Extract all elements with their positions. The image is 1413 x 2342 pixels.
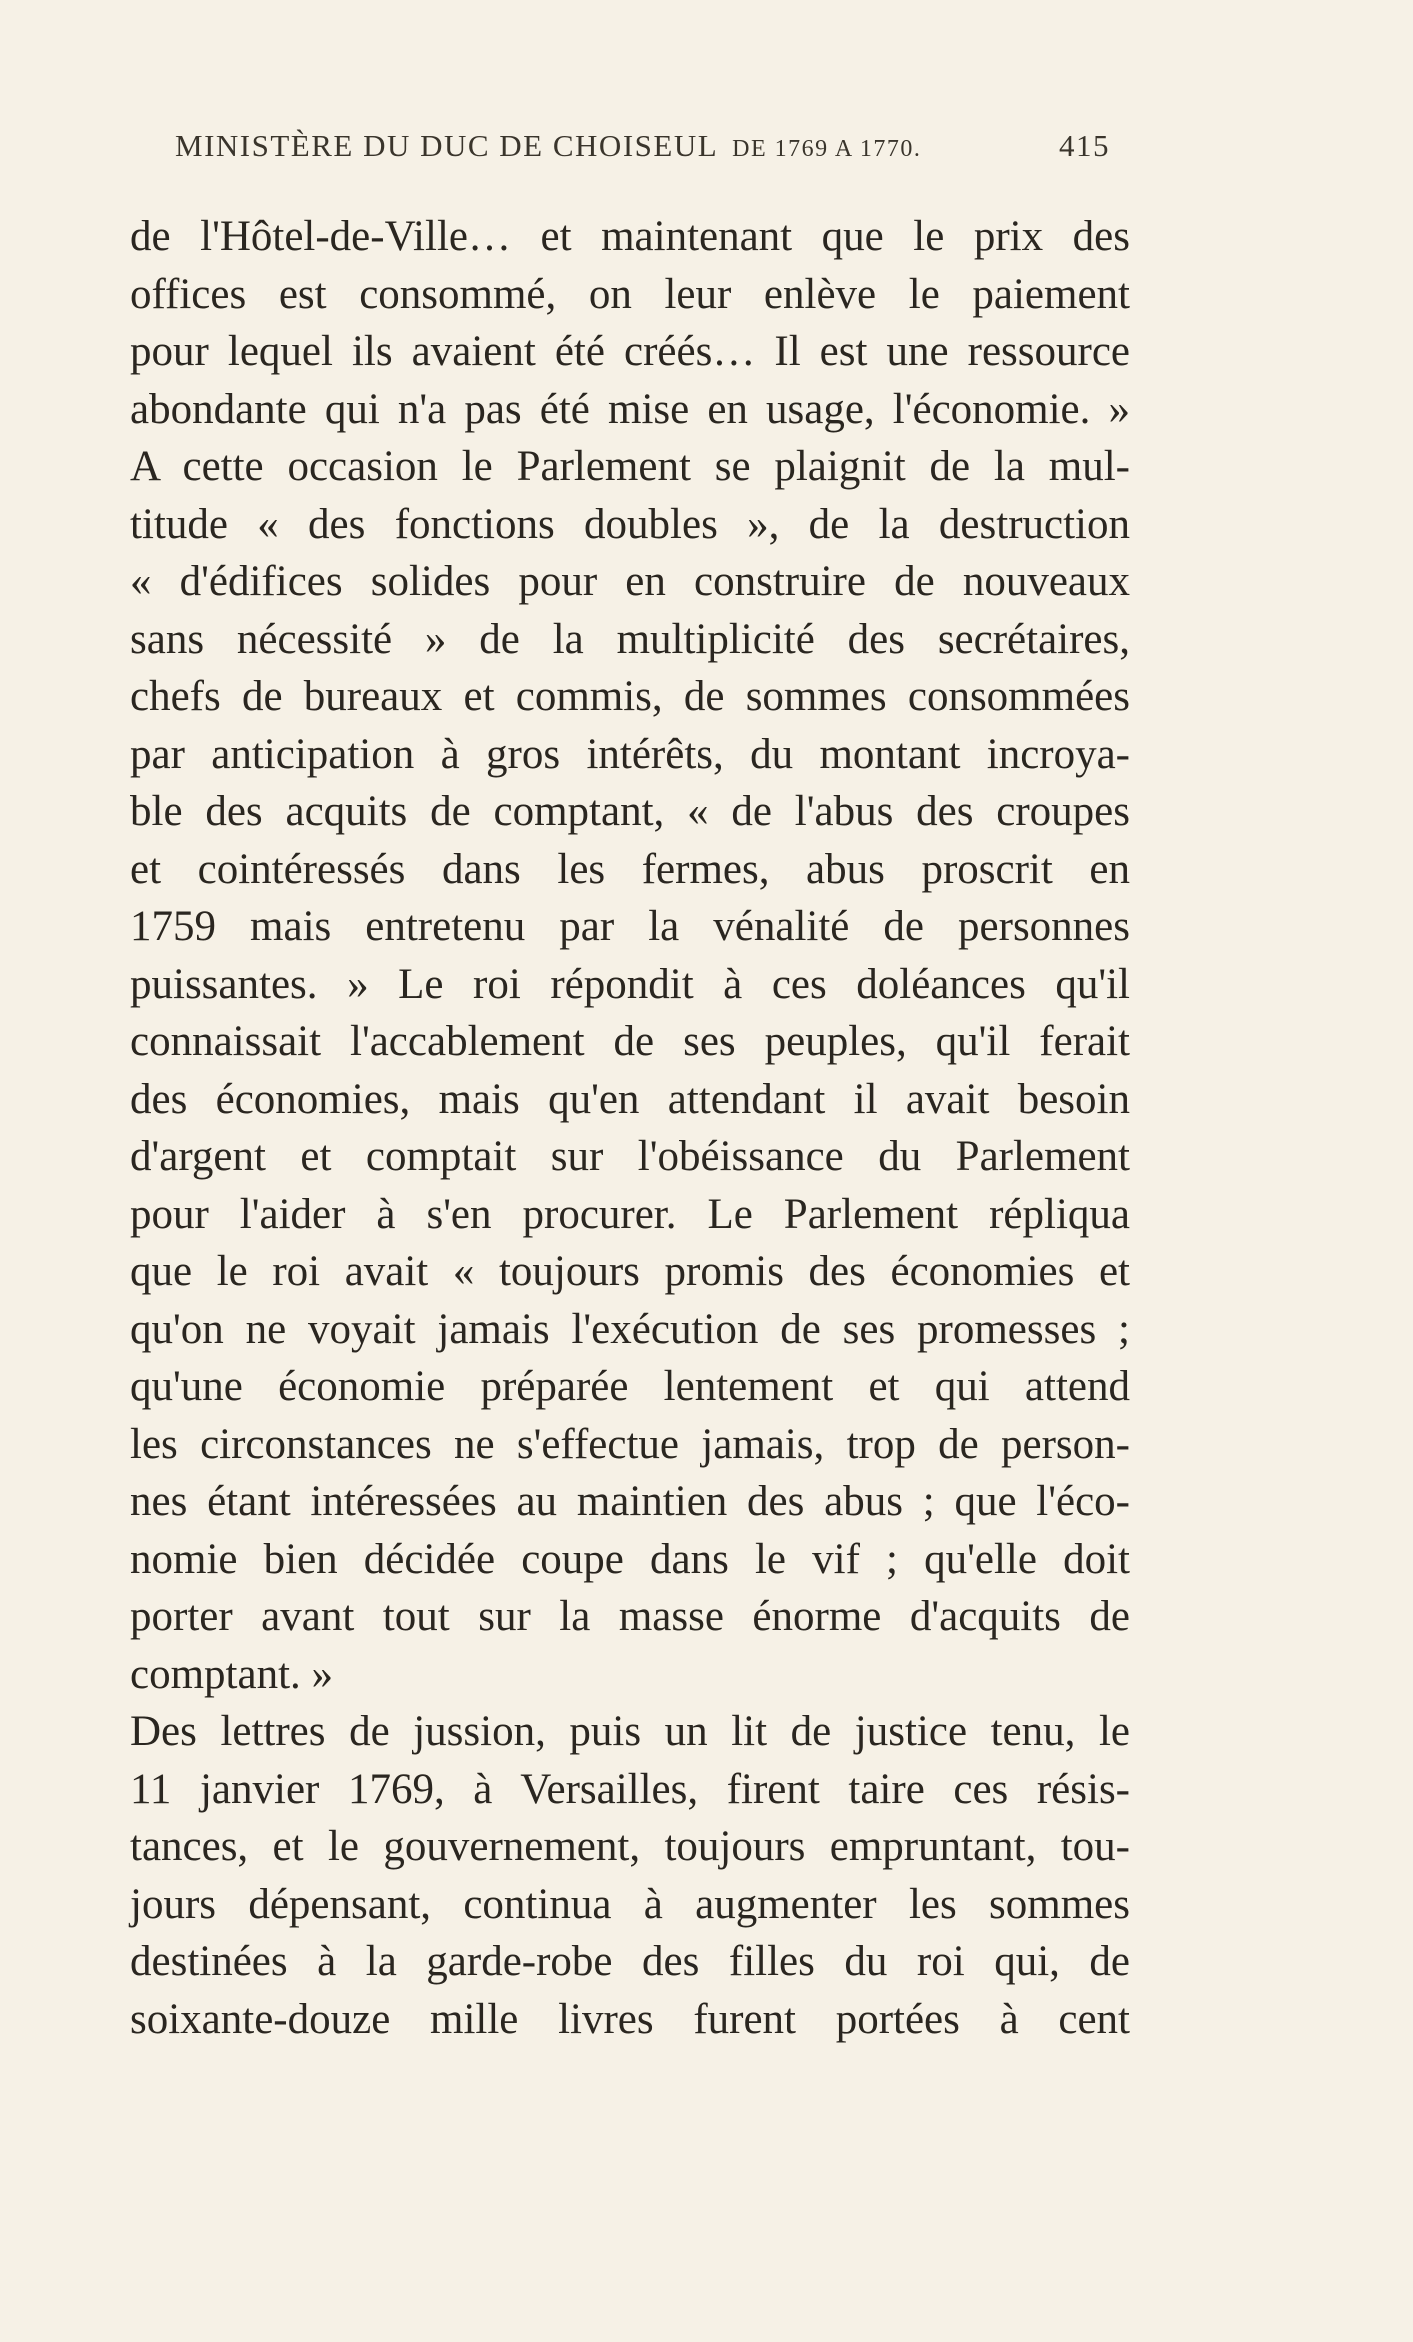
text-line: qu'une économie préparée lentement et qui attend [130,1363,1130,1410]
text-line: offices est consommé, on leur enlève le paiement [130,270,1130,318]
text-line: jours dépensant, continua à augmenter les sommes [130,1880,1130,1928]
text-line: destinées à la garde-robe des filles du roi qui, de [130,1938,1130,1985]
text-line: pour lequel ils avaient été créés… Il est une ressource [130,328,1130,375]
running-head-title: MINISTÈRE DU DUC DE CHOISEUL [175,128,719,163]
running-head [175,128,1110,164]
text-line: et cointéressés dans les fermes, abus proscrit en [130,845,1130,893]
text-line: « d'édifices solides pour en construire de nouveaux [130,558,1130,605]
text-line: des économies, mais qu'en attendant il avait besoin [130,1075,1130,1123]
text-line: 11 janvier 1769, à Versailles, firent taire ces résis- [130,1765,1130,1813]
text-line: que le roi avait « toujours promis des économies et [130,1248,1130,1295]
text-line: abondante qui n'a pas été mise en usage, l'économie. » [130,385,1130,433]
text-line: tances, et le gouvernement, toujours empruntant, tou- [130,1823,1130,1870]
text-line: nomie bien décidée coupe dans le vif ; qu'elle doit [130,1535,1130,1583]
text-line: qu'on ne voyait jamais l'exécution de ses promesses ; [130,1305,1130,1353]
text-line: par anticipation à gros intérêts, du montant incroya- [130,730,1130,778]
text-line: pour l'aider à s'en procurer. Le Parlement répliqua [130,1190,1130,1238]
page-number: 415 [1059,128,1110,163]
text-line: 1759 mais entretenu par la vénalité de personnes [130,903,1130,950]
text-line: titude « des fonctions doubles », de la destruction [130,500,1130,548]
text-line: nes étant intéressées au maintien des abus ; que l'éco- [130,1478,1130,1525]
body-text [130,208,1130,2048]
text-line: sans nécessité » de la multiplicité des secrétaires, [130,615,1130,663]
running-head-dates: DE 1769 A 1770. [732,136,922,162]
text-line: comptant. » [130,1650,334,1698]
text-line: d'argent et comptait sur l'obéissance du Parlement [130,1133,1130,1180]
text-line: soixante-douze mille livres furent portées à cent [130,1995,1130,2043]
text-line: les circonstances ne s'effectue jamais, trop de person- [130,1420,1130,1468]
text-line: ble des acquits de comptant, « de l'abus des croupes [130,788,1130,835]
text-line: de l'Hôtel-de-Ville… et maintenant que le prix des [130,213,1130,260]
text-line: A cette occasion le Parlement se plaignit de la mul- [130,443,1130,490]
text-line: chefs de bureaux et commis, de sommes consommées [130,673,1130,720]
text-line: Des lettres de jussion, puis un lit de justice tenu, le [130,1708,1130,1755]
text-line: porter avant tout sur la masse énorme d'acquits de [130,1593,1130,1640]
text-line: puissantes. » Le roi répondit à ces doléances qu'il [130,960,1130,1008]
text-line: connaissait l'accablement de ses peuples, qu'il ferait [130,1018,1130,1065]
